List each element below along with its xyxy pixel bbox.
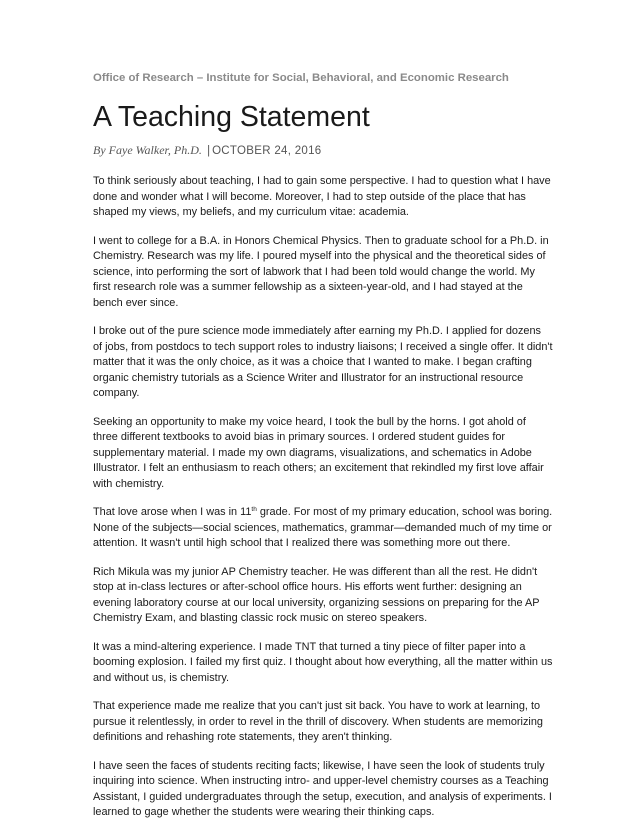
paragraph: That experience made me realize that you can't just sit back. You have to work at learning, to pursue it relentlessly, in order to revel in the thrill of discovery. When students are memorizing definitions and rehashing rote statements, they aren't thinking. (93, 700, 543, 743)
paragraph: I went to college for a B.A. in Honors Chemical Physics. Then to graduate school for a Ph.D. in Chemistry. Research was my life. I poured myself into the physical and the theoretical sides of science, into performing the sort of labwork that I had been told would change the world. My first research role was a summer fellowship as a sixteen-year-old, and I had stayed at the bench ever since. (93, 234, 549, 309)
byline (93, 142, 553, 159)
paragraph: I broke out of the pure science mode immediately after earning my Ph.D. I applied for dozens of jobs, from postdocs to tech support roles to industry liaisons; I received a single offer. It didn't matter that it was the only choice, as it was a choice that I wanted to make. I began crafting organic chemistry tutorials as a Science Writer and Illustrator for an instructional resource company. (93, 325, 553, 399)
paragraph-grade-end: grade. For most of my primary education, school was boring. None of the subjects—social sciences, mathematics, grammar—demanded much of my time or attention. It wasn't until high school that I realized there was something more out there. (93, 506, 553, 549)
paragraph: I have seen the faces of students reciting facts; likewise, I have seen the look of students truly inquiring into science. When instructing intro- and upper-level chemistry courses as a Teaching Assistant, I guided undergraduates through the setup, execution, and analysis of experiments. I learned to gage whether the students were wearing their thinking caps. (93, 759, 552, 818)
document-page (93, 70, 553, 834)
organization-header: Office of Research – Institute for Social, Behavioral, and Economic Research (93, 72, 509, 84)
document-body (93, 174, 553, 821)
paragraph: Rich Mikula was my junior AP Chemistry teacher. He was different than all the rest. He didn't stop at in-class lectures or after-school office hours. His efforts went further: designing an evening laboratory course at our local university, organizing sessions on preparing for the AP Chemistry Exam, and blasting classic rock music on stereo speakers. (93, 565, 540, 624)
paragraph-grade-start: That love arose when I was in 11 (93, 506, 252, 518)
author-name: By Faye Walker, Ph.D. (93, 143, 202, 157)
paragraph: It was a mind-altering experience. I made TNT that turned a tiny piece of filter paper into a booming explosion. I failed my first quiz. I thought about how everything, all the matter within us and without us, is chemistry. (93, 640, 553, 684)
paragraph: Seeking an opportunity to make my voice heard, I took the bull by the horns. I got ahold of three different textbooks to avoid bias in primary sources. I ordered student guides for supplementary material. I made my own diagrams, visualizations, and schematics in Adobe Illustrator. I felt an enthusiasm to reach others; an excitement that rekindled my first love affair with chemistry. (93, 415, 544, 490)
paragraph-grade (93, 505, 553, 552)
ordinal-superscript: th (251, 506, 257, 513)
byline-separator: | (207, 145, 211, 157)
document-title: A Teaching Statement (93, 101, 370, 133)
publication-date: OCTOBER 24, 2016 (212, 145, 322, 157)
paragraph: To think seriously about teaching, I had to gain some perspective. I had to question what I have done and wonder what I will become. Moreover, I had to step outside of the place that has shaped my views, my beliefs, and my curriculum vitae: academia. (93, 175, 551, 218)
